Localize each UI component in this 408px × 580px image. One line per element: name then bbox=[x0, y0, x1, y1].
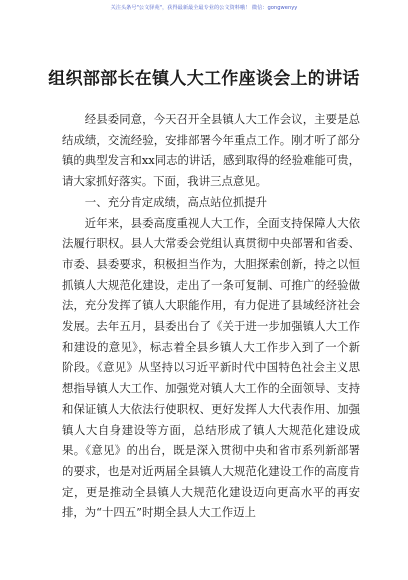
paragraph-section-1: 近年来，县委高度重视人大工作，全面支持保障人大依法履行职权。县人大常委会党组认真贯彻中央部署和省委、市委、县委要求，积极担当作为，大胆探索创新，持之以恒抓镇人大规范化建设，走出了一条可复制、可推广的经验做法，充分发挥了镇人大职能作用，有力促进了县域经济社会发展。去年五月，县委出台了《关于进一步加强镇人大工作和建设的意见》，标志着全县乡镇人大工作步入到了一个新阶段。《意见》从坚持以习近平新时代中国特色社会主义思想指导镇人大工作、加强党对镇人大工作的全面领导、支持和保证镇人大依法行使职权、更好发挥人大代表作用、加强镇人大自身建设等方面，总结形成了镇人大规范化建设成果。《意见》的出台，既是深入贯彻中央和省市系列新部署的要求，也是对近两届全县镇人大规范化建设工作的高度肯定，更是推动全县镇人大规范化建设迈向更高水平的再安排，为“十四五”时期全县人大工作迈上 bbox=[62, 215, 360, 520]
section-heading-1: 一、充分肯定成绩，高点站位抓提升 bbox=[84, 194, 268, 209]
document-title: 组织部部长在镇人大工作座谈会上的讲话 bbox=[48, 69, 360, 89]
document-body bbox=[62, 109, 360, 523]
paragraph-intro: 经县委同意，今天召开全县镇人大工作会议，主要是总结成绩，交流经验，安排部署今年重点工作。刚才听了部分镇的典型发言和xx同志的讲话，感到取得的经验难能可贵，请大家抓好落实。下面，我讲三点意见。 bbox=[62, 112, 360, 189]
header-note: 关注头条号"公文驿苑"，获得最新最全最专业的公文资料哦！ 微信：gongwenyy bbox=[110, 5, 298, 11]
